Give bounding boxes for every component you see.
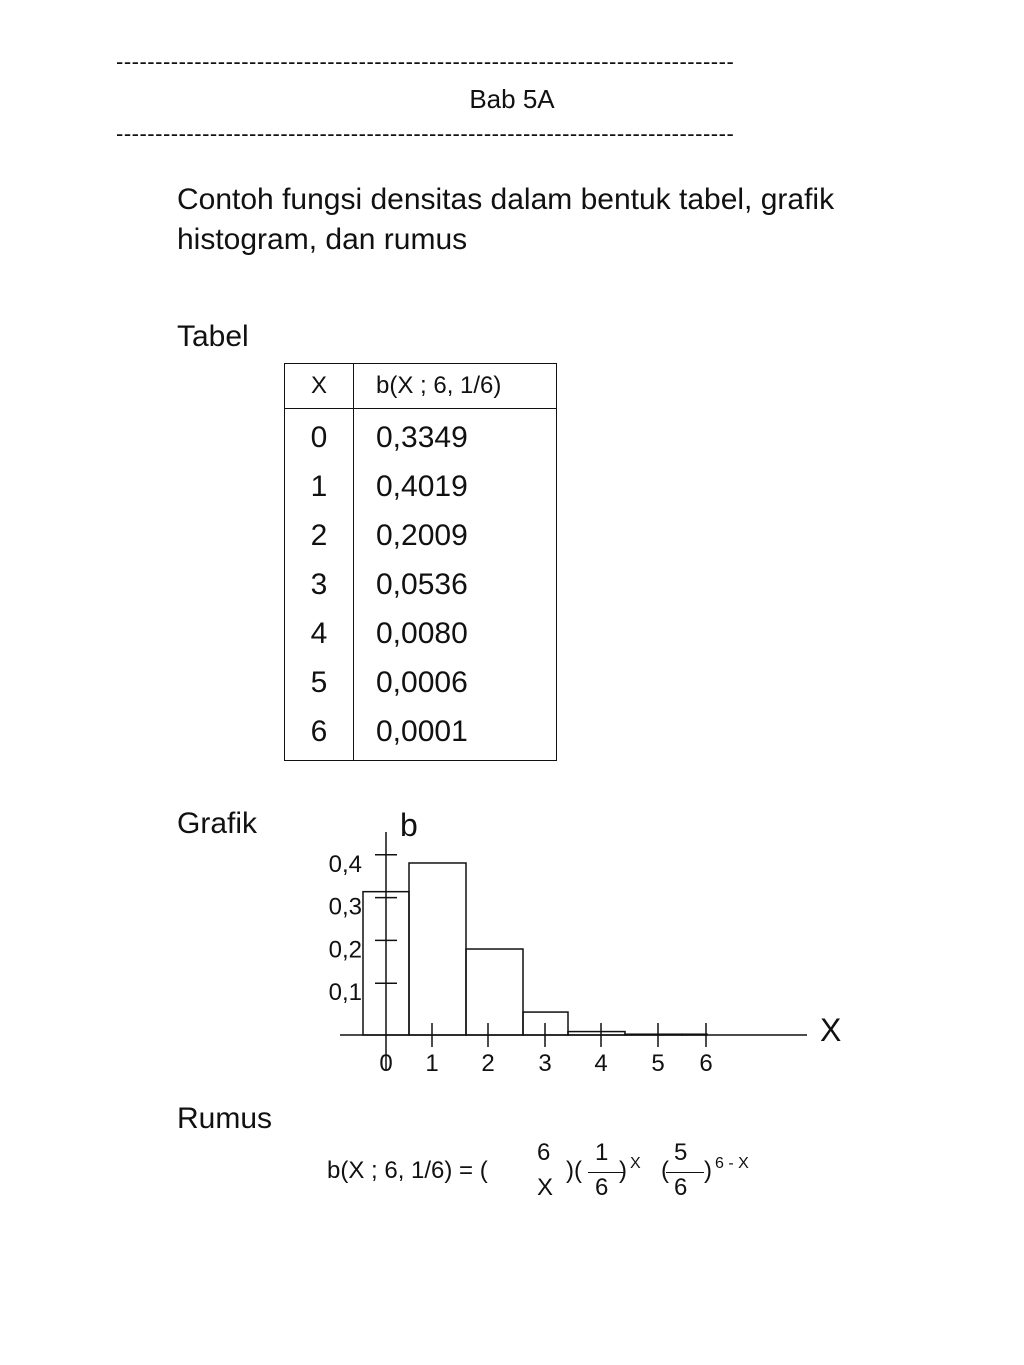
chart-section-label: Grafik	[177, 807, 258, 840]
cell-x: 2	[285, 511, 354, 560]
histogram-bar-2	[466, 949, 523, 1035]
y-tick-label: 0,1	[328, 979, 362, 1007]
x-axis-ticks	[379, 1023, 712, 1077]
x-tick-label: 3	[538, 1050, 552, 1077]
header-bottom-rule: -------------------------------------------------------------------------------	[116, 122, 735, 146]
cell-x: 5	[285, 658, 354, 707]
cell-x: 0	[285, 409, 354, 463]
cell-x: 3	[285, 560, 354, 609]
cell-b: 0,0080	[376, 616, 468, 650]
cell-b: 0,3349	[376, 420, 468, 454]
cell-b: 0,4019	[376, 469, 468, 503]
cell-x: 1	[285, 462, 354, 511]
x-axis-label: X	[820, 1012, 842, 1048]
fraction1-denominator: 6	[595, 1174, 609, 1201]
binom-top: 6	[537, 1139, 551, 1166]
table-section-label: Tabel	[177, 320, 249, 353]
cell-x: 6	[285, 707, 354, 761]
fraction2-open-paren: (	[661, 1157, 669, 1184]
intro-text: Contoh fungsi densitas dalam bentuk tabel, grafik histogram, dan rumus	[177, 183, 835, 256]
x-tick-label: 6	[699, 1050, 713, 1077]
cell-b: 0,0536	[376, 567, 468, 601]
fraction2-numerator: 5	[674, 1139, 688, 1166]
fraction2-close-paren: )	[704, 1157, 712, 1184]
x-tick-label: 2	[481, 1050, 495, 1077]
x-tick-label: 0	[379, 1050, 393, 1077]
fraction1-close-paren: )	[619, 1157, 627, 1184]
formula-section-label: Rumus	[177, 1102, 273, 1135]
histogram-bars	[363, 863, 707, 1035]
x-tick-label: 4	[594, 1050, 608, 1077]
formula-mid-paren: )(	[566, 1157, 582, 1184]
cell-b: 0,0006	[376, 665, 468, 699]
cell-b: 0,0001	[376, 714, 468, 748]
column-header-x: X	[285, 364, 354, 409]
binom-bottom: X	[537, 1174, 554, 1201]
fraction2-bar	[666, 1172, 704, 1173]
y-tick-label: 0,3	[328, 893, 362, 921]
header-top-rule: -------------------------------------------------------------------------------	[116, 50, 735, 74]
cell-x: 4	[285, 609, 354, 658]
histogram-bar-1	[409, 863, 466, 1035]
x-tick-label: 1	[425, 1050, 439, 1077]
chapter-title: Bab 5A	[469, 84, 555, 114]
cell-b: 0,2009	[376, 518, 468, 552]
formula-lhs: b(X ; 6, 1/6) = (	[327, 1157, 488, 1184]
y-tick-label: 0,4	[328, 850, 362, 878]
y-axis-label: b	[400, 807, 418, 843]
y-tick-label: 0,2	[328, 936, 362, 964]
exponent2: 6 - X	[715, 1155, 749, 1172]
column-header-b: b(X ; 6, 1/6)	[354, 364, 557, 409]
fraction1-numerator: 1	[595, 1139, 609, 1166]
fraction2-denominator: 6	[674, 1174, 688, 1201]
x-tick-label: 5	[651, 1050, 665, 1077]
exponent1: X	[630, 1155, 641, 1172]
